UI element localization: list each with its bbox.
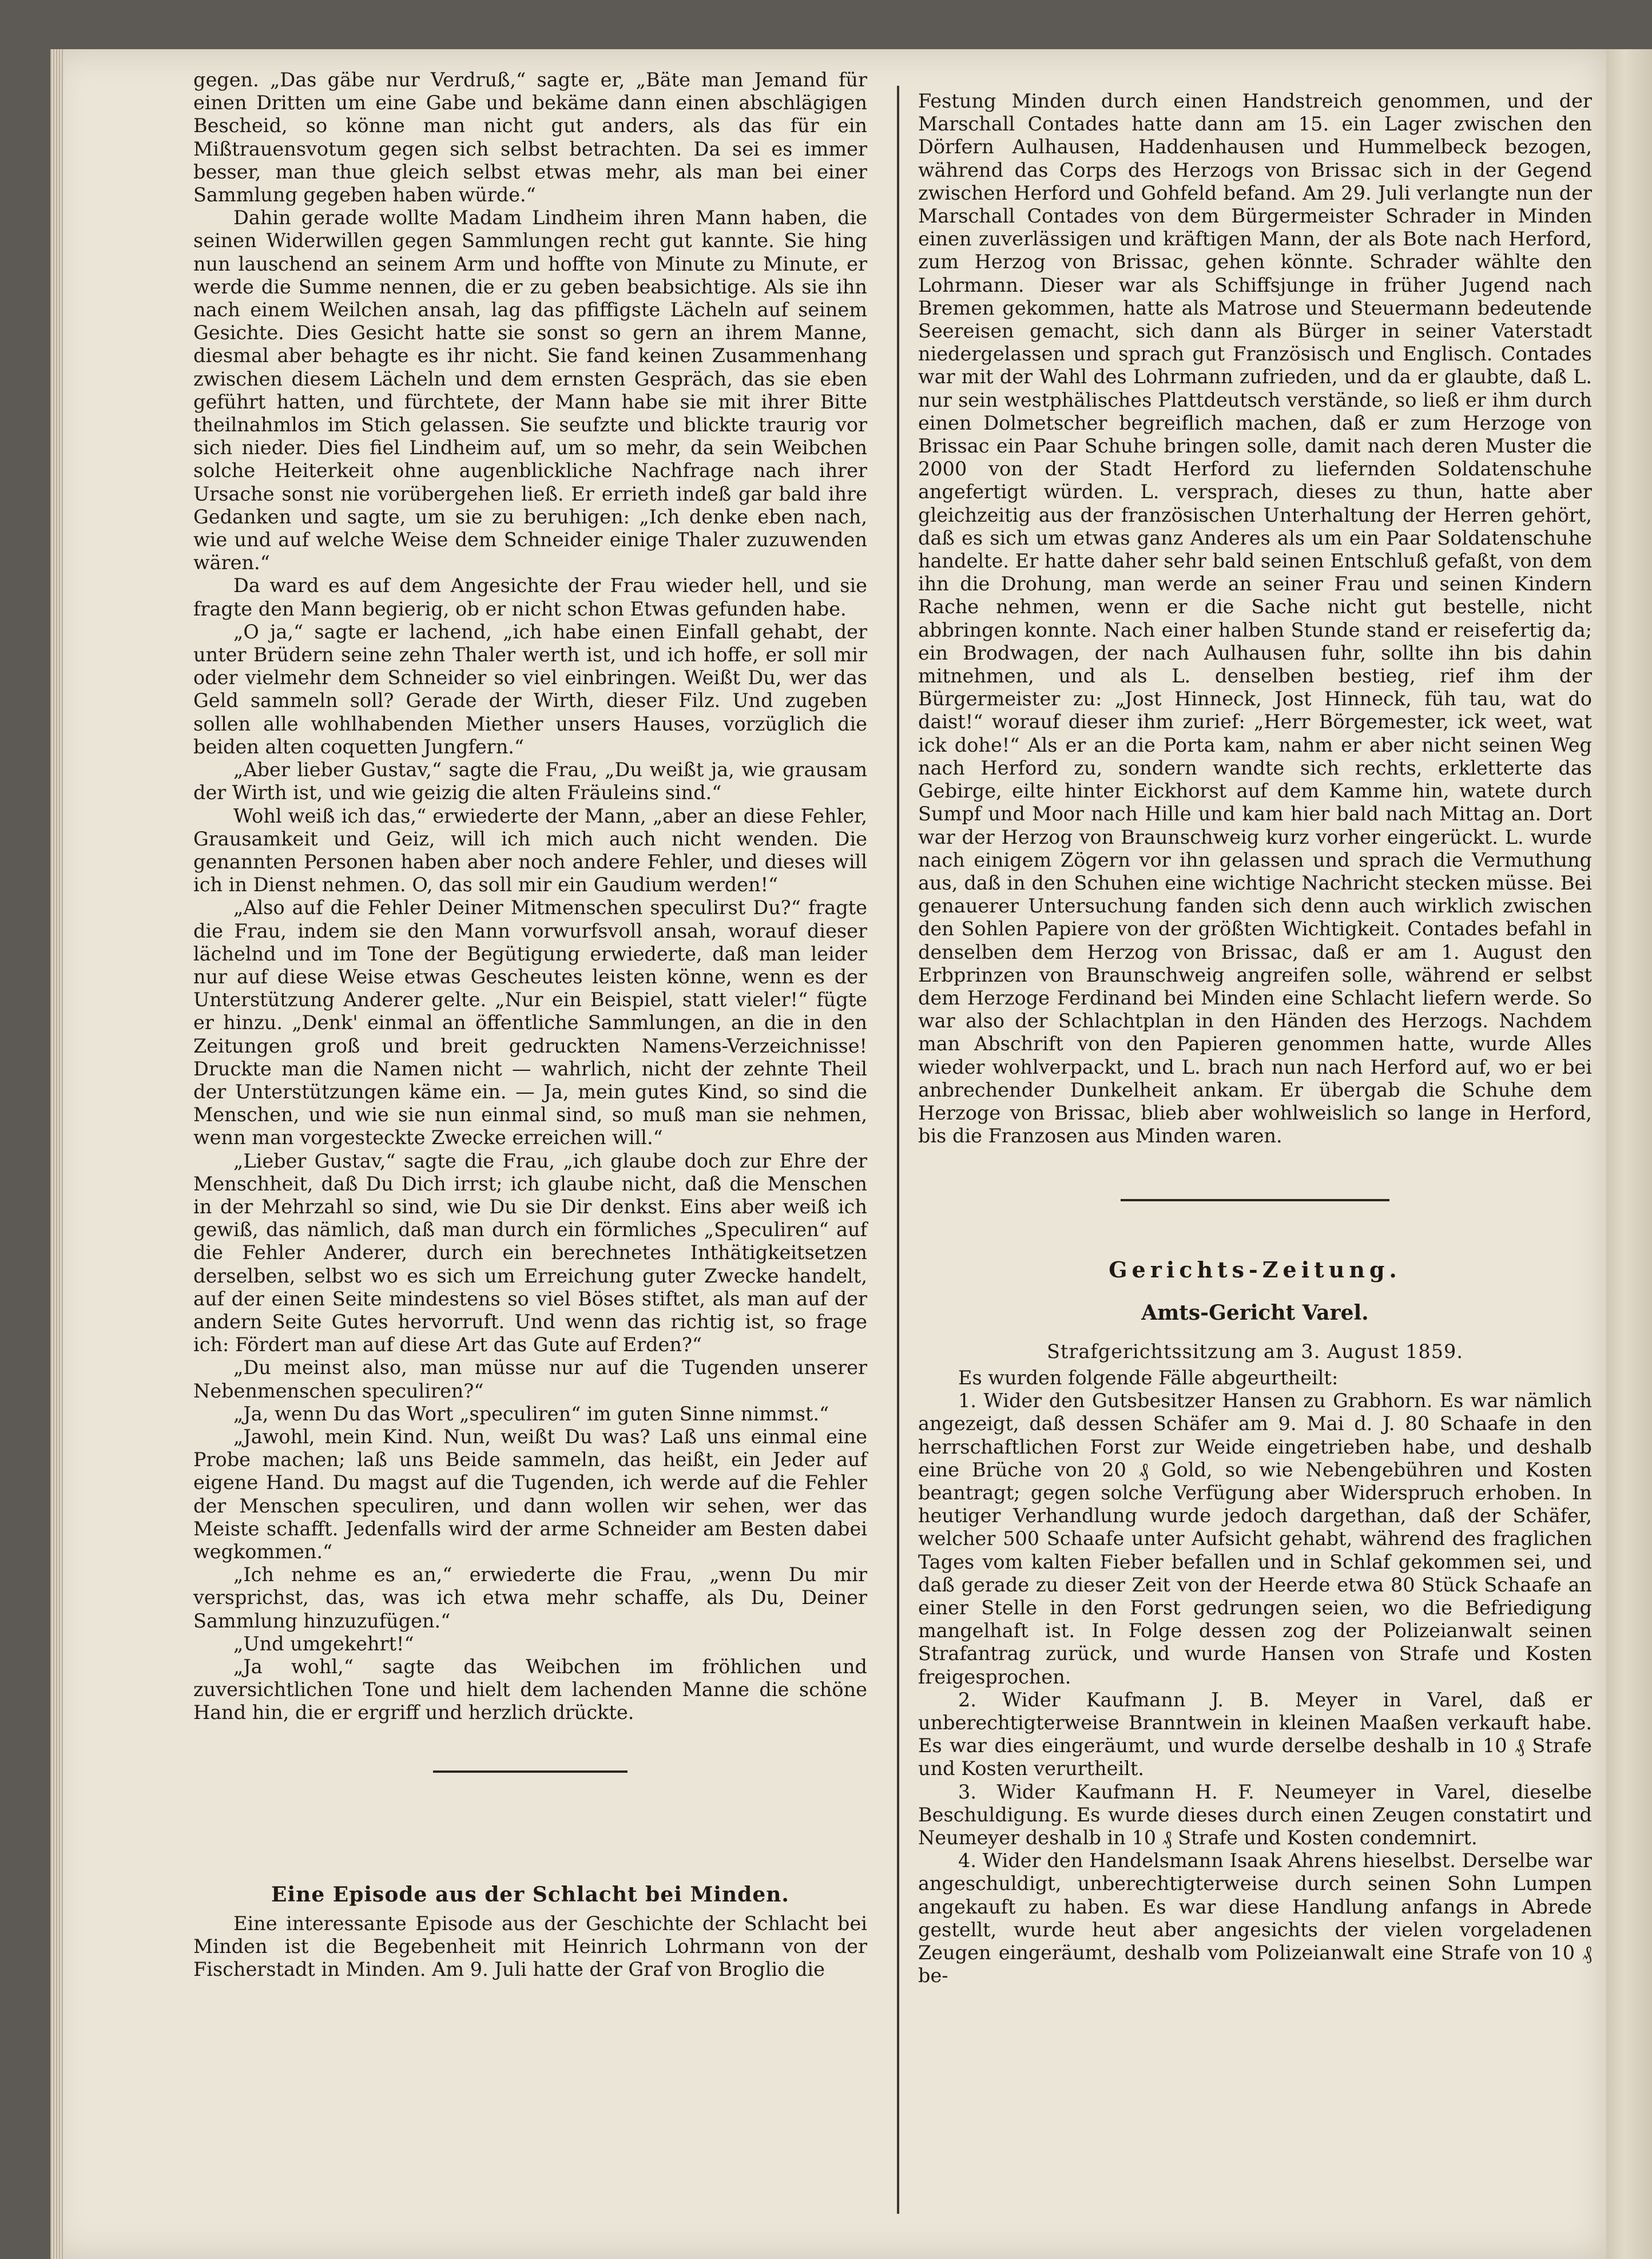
paragraph: „O ja,“ sagte er lachend, „ich habe einen Einfall gehabt, der unter Brüdern seine zehn Thaler werth ist, und ich hoffe, er soll mir oder vielmehr dem Schneider so viel einbringen. Weißt Du, wer das Geld sammeln soll? Gerade der Wirth, dieser Filz. Und zugeben sollen alle wohlhabenden Miether unsers Hauses, vorzüglich die beiden alten coquetten Jungfern.“ — [193, 620, 867, 758]
paragraph: „Also auf die Fehler Deiner Mitmenschen speculirst Du?“ fragte die Frau, indem sie den Mann vorwurfsvoll ansah, worauf dieser lächelnd und im Tone der Begütigung erwiederte, daß man leider nur auf diese Weise etwas Gescheutes leisten könne, wenn es der Unterstützung Anderer gelte. „Nur ein Beispiel, statt vieler!“ fügte er hinzu. „Denk' einmal an öffentliche Sammlungen, an die in den Zeitungen groß und breit gedruckten Namens-Verzeichnisse! Druckte man die Namen nicht — wahrlich, nicht der zehnte Theil der Unterstützungen käme ein. — Ja, mein gutes Kind, so sind die Menschen, und wie sie nun einmal sind, so muß man sie nehmen, wenn man vorgesteckte Zwecke erreichen will.“ — [193, 896, 867, 1149]
paragraph: „Aber lieber Gustav,“ sagte die Frau, „Du weißt ja, wie grausam der Wirth ist, und wie geizig die alten Fräuleins sind.“ — [193, 759, 867, 804]
paragraph: Da ward es auf dem Angesichte der Frau wieder hell, und sie fragte den Mann begierig, ob er nicht schon Etwas gefunden habe. — [193, 574, 867, 620]
paragraph: „Ich nehme es an,“ erwiederte die Frau, „wenn Du mir versprichst, das, was ich etwa mehr schaffe, als Du, Deiner Sammlung hinzuzufügen.“ — [193, 1563, 867, 1632]
right-column — [918, 90, 1592, 1987]
case-paragraph: 1. Wider den Gutsbesitzer Hansen zu Grabhorn. Es war nämlich angezeigt, daß dessen Schäfer am 9. Mai d. J. 80 Schaafe in den herrschaftlichen Forst zur Weide eingetrieben habe, und deshalb eine Brüche von 20 ₰ Gold, so wie Nebengebühren und Kosten beantragt; gegen solche Verfügung aber Widerspruch erhoben. In heutiger Verhandlung wurde jedoch dargethan, daß der Schäfer, welcher 500 Schaafe unter Aufsicht gehabt, während des fraglichen Tages vom kalten Fieber befallen und in Schlaf gekommen sei, und daß gerade zu dieser Zeit von der Heerde etwa 80 Stück Schaafe an einer Stelle in den Forst gedrungen seien, wo die Befriedigung mangelhaft ist. In Folge dessen zog der Polizeianwalt seinen Strafantrag zurück, und wurde Hansen von Strafe und Kosten freigesprochen. — [918, 1389, 1592, 1688]
paragraph: Festung Minden durch einen Handstreich genommen, und der Marschall Contades hatte dann am 15. ein Lager zwischen den Dörfern Aulhausen, Haddenhausen und Hummelbeck bezogen, während das Corps des Herzogs von Brissac sich in der Gegend zwischen Herford und Gohfeld befand. Am 29. Juli verlangte nun der Marschall Contades von dem Bürgermeister Schrader in Minden einen zuverlässigen und kräftigen Mann, der als Bote nach Herford, zum Herzog von Brissac, gehen könnte. Schrader wählte den Lohrmann. Dieser war als Schiffsjunge in früher Jugend nach Bremen gekommen, hatte als Matrose und Steuermann bedeutende Seereisen gemacht, sich dann als Bürger in seiner Vaterstadt niedergelassen und sprach gut Französisch und Englisch. Contades war mit der Wahl des Lohrmann zufrieden, und da er glaubte, daß L. nur sein westphälisches Plattdeutsch verstände, so ließ er ihm durch einen Dolmetscher begreiflich machen, daß er zum Herzoge von Brissac ein Paar Schuhe bringen solle, damit nach deren Muster die 2000 von der Stadt Herford zu liefernden Soldatenschuhe angefertigt würden. L. versprach, dieses zu thun, hatte aber gleichzeitig aus der französischen Unterhaltung der Herren gehört, daß es sich um etwas ganz Anderes als um ein Paar Soldatenschuhe handelte. Er hatte daher sehr bald seinen Entschluß gefaßt, von dem ihn die Drohung, man werde an seiner Frau und seinen Kindern Rache nehmen, wenn er die Sache nicht gut bestelle, nicht abbringen konnte. Nach einer halben Stunde stand er reisefertig da; ein Brodwagen, der nach Aulhausen fuhr, sollte ihn bis dahin mitnehmen, und als L. denselben bestieg, rief ihm der Bürgermeister zu: „Jost Hinneck, Jost Hinneck, füh tau, wat do daist!“ worauf dieser ihm zurief: „Herr Börgemester, ick weet, wat ick dohe!“ Als er an die Porta kam, nahm er aber nicht seinen Weg nach Herford zu, sondern wandte sich rechts, erkletterte das Gebirge, eilte hinter Eickhorst auf dem Kamme hin, watete durch Sumpf und Moor nach Hille und kam hier bald nach Mittag an. Dort war der Herzog von Braunschweig kurz vorher eingerückt. L. wurde nach einigem Zögern vor ihn gelassen und sprach die Vermuthung aus, daß in den Schuhen eine wichtige Nachricht stecken müsse. Bei genauerer Untersuchung fanden sich denn auch wirklich zwischen den Sohlen Papiere von der größten Wichtigkeit. Contades befahl in denselben dem Herzog von Brissac, daß er am 1. August den Erbprinzen von Braunschweig angreifen solle, während er selbst dem Herzoge Ferdinand bei Minden eine Schlacht liefern werde. So war also der Schlachtplan in den Händen des Herzogs. Nachdem man Abschrift von den Papieren genommen hatte, wurde Alles wieder wohlverpackt, und L. brach nun nach Herford auf, wo er bei anbrechender Dunkelheit ankam. Er übergab die Schuhe dem Herzoge von Brissac, blieb aber wohlweislich so lange in Herford, bis die Franzosen aus Minden waren. — [918, 90, 1592, 1148]
paragraph: gegen. „Das gäbe nur Verdruß,“ sagte er, „Bäte man Jemand für einen Dritten um eine Gabe und bekäme dann einen abschlägigen Bescheid, so könne man nicht gut anders, als das für ein Mißtrauensvotum gegen sich selbst betrachten. Da sei es immer besser, man thue gleich selbst etwas mehr, als man bei einer Sammlung gegeben haben würde.“ — [193, 69, 867, 207]
section-rule — [433, 1770, 628, 1773]
section-heading: Gerichts-Zeitung. — [1109, 1257, 1401, 1283]
case-paragraph: 3. Wider Kaufmann H. F. Neumeyer in Varel, dieselbe Beschuldigung. Es wurde dieses durch einen Zeugen constatirt und Neumeyer deshalb in 10 ₰ Strafe und Kosten condemnirt. — [918, 1780, 1592, 1849]
paragraph: „Ja wohl,“ sagte das Weibchen im fröhlichen und zuversichtlichen Tone und hielt dem lachenden Manne die schöne Hand hin, die er ergriff und herzlich drückte. — [193, 1655, 867, 1724]
case-paragraph: 2. Wider Kaufmann J. B. Meyer in Varel, daß er unberechtigterweise Branntwein in kleinen Maaßen verkauft habe. Es war dies eingeräumt, und wurde derselbe deshalb in 10 ₰ Strafe und Kosten verurtheilt. — [918, 1688, 1592, 1780]
paragraph: Wohl weiß ich das,“ erwiederte der Mann, „aber an diese Fehler, Grausamkeit und Geiz, will ich mich auch nicht wenden. Die genannten Personen haben aber noch andere Fehler, und dieses will ich in Dienst nehmen. O, das soll mir ein Gaudium werden!“ — [193, 804, 867, 896]
paragraph: Dahin gerade wollte Madam Lindheim ihren Mann haben, die seinen Widerwillen gegen Sammlungen recht gut kannte. Sie hing nun lauschend an seinem Arm und hoffte von Minute zu Minute, er werde die Summe nennen, die er zu geben beabsichtige. Als sie ihn nach einem Weilchen ansah, lag das pfiffigste Lächeln auf seinem Gesichte. Dies Gesicht hatte sie sonst so gern an ihrem Manne, diesmal aber behagte es ihr nicht. Sie fand keinen Zusammenhang zwischen diesem Lächeln und dem ernsten Gespräch, das sie eben geführt hatten, und fürchtete, der Mann habe sie mit ihrer Bitte theilnahmlos im Stich gelassen. Sie seufzte und blickte traurig vor sich nieder. Dies fiel Lindheim auf, um so mehr, da sein Weibchen solche Heiterkeit ohne augenblickliche Nachfrage nach ihrer Ursache sonst nie vorübergehen ließ. Er errieth indeß gar bald ihre Gedanken und sagte, um sie zu beruhigen: „Ich denke eben nach, wie und auf welche Weise dem Schneider einige Thaler zuzuwenden wären.“ — [193, 207, 867, 574]
column-divider — [897, 86, 899, 2214]
paragraph: „Lieber Gustav,“ sagte die Frau, „ich glaube doch zur Ehre der Menschheit, daß Du Dich irrst; ich glaube nicht, daß die Menschen in der Mehrzahl so sind, wie Du sie Dir denkst. Eins aber weiß ich gewiß, das nämlich, daß man durch ein förmliches „Speculiren“ auf die Fehler Anderer, durch ein berechnetes Inthätigkeitsetzen derselben, selbst wo es sich um Erreichung guter Zwecke handelt, auf der einen Seite mindestens so viel Böses stiftet, als man auf der andern Seite Gutes hervorruft. Und wenn das richtig ist, so frage ich: Fördert man auf diese Art das Gute auf Erden?“ — [193, 1149, 867, 1356]
paragraph: Eine interessante Episode aus der Geschichte der Schlacht bei Minden ist die Begebenheit mit Heinrich Lohrmann von der Fischerstadt in Minden. Am 9. Juli hatte der Graf von Broglio die — [193, 1912, 867, 1981]
article-heading: Eine Episode aus der Schlacht bei Minden. — [271, 1882, 789, 1907]
section-rule — [1121, 1199, 1389, 1201]
session-dateline: Strafgerichtssitzung am 3. August 1859. — [1046, 1340, 1464, 1363]
left-column — [193, 69, 867, 1981]
paragraph: „Ja, wenn Du das Wort „speculiren“ im guten Sinne nimmst.“ — [233, 1402, 829, 1425]
paragraph: „Du meinst also, man müsse nur auf die Tugenden unserer Nebenmenschen speculiren?“ — [193, 1356, 867, 1402]
case-paragraph: 4. Wider den Handelsmann Isaak Ahrens hieselbst. Derselbe war angeschuldigt, unberechtigterweise durch seinen Sohn Lumpen angekauft zu haben. Es war diese Handlung anfangs in Abrede gestellt, wurde heut aber angesichts der vielen vorgeladenen Zeugen eingeräumt, deshalb vom Polizeianwalt eine Strafe von 10 ₰ be- — [918, 1849, 1592, 1987]
paragraph: Es wurden folgende Fälle abgeurtheilt: — [958, 1366, 1339, 1389]
paragraph: „Jawohl, mein Kind. Nun, weißt Du was? Laß uns einmal eine Probe machen; laß uns Beide sammeln, das heißt, ein Jeder auf eigene Hand. Du magst auf die Tugenden, ich werde auf die Fehler der Menschen speculiren, und dann wollen wir sehen, wer das Meiste schafft. Jedenfalls wird der arme Schneider am Besten dabei wegkommen.“ — [193, 1425, 867, 1563]
page-stack-edge-left — [50, 49, 63, 2259]
court-heading: Amts-Gericht Varel. — [1141, 1300, 1369, 1325]
paragraph: „Und umgekehrt!“ — [233, 1632, 414, 1655]
page-edge-right — [1606, 49, 1652, 2259]
